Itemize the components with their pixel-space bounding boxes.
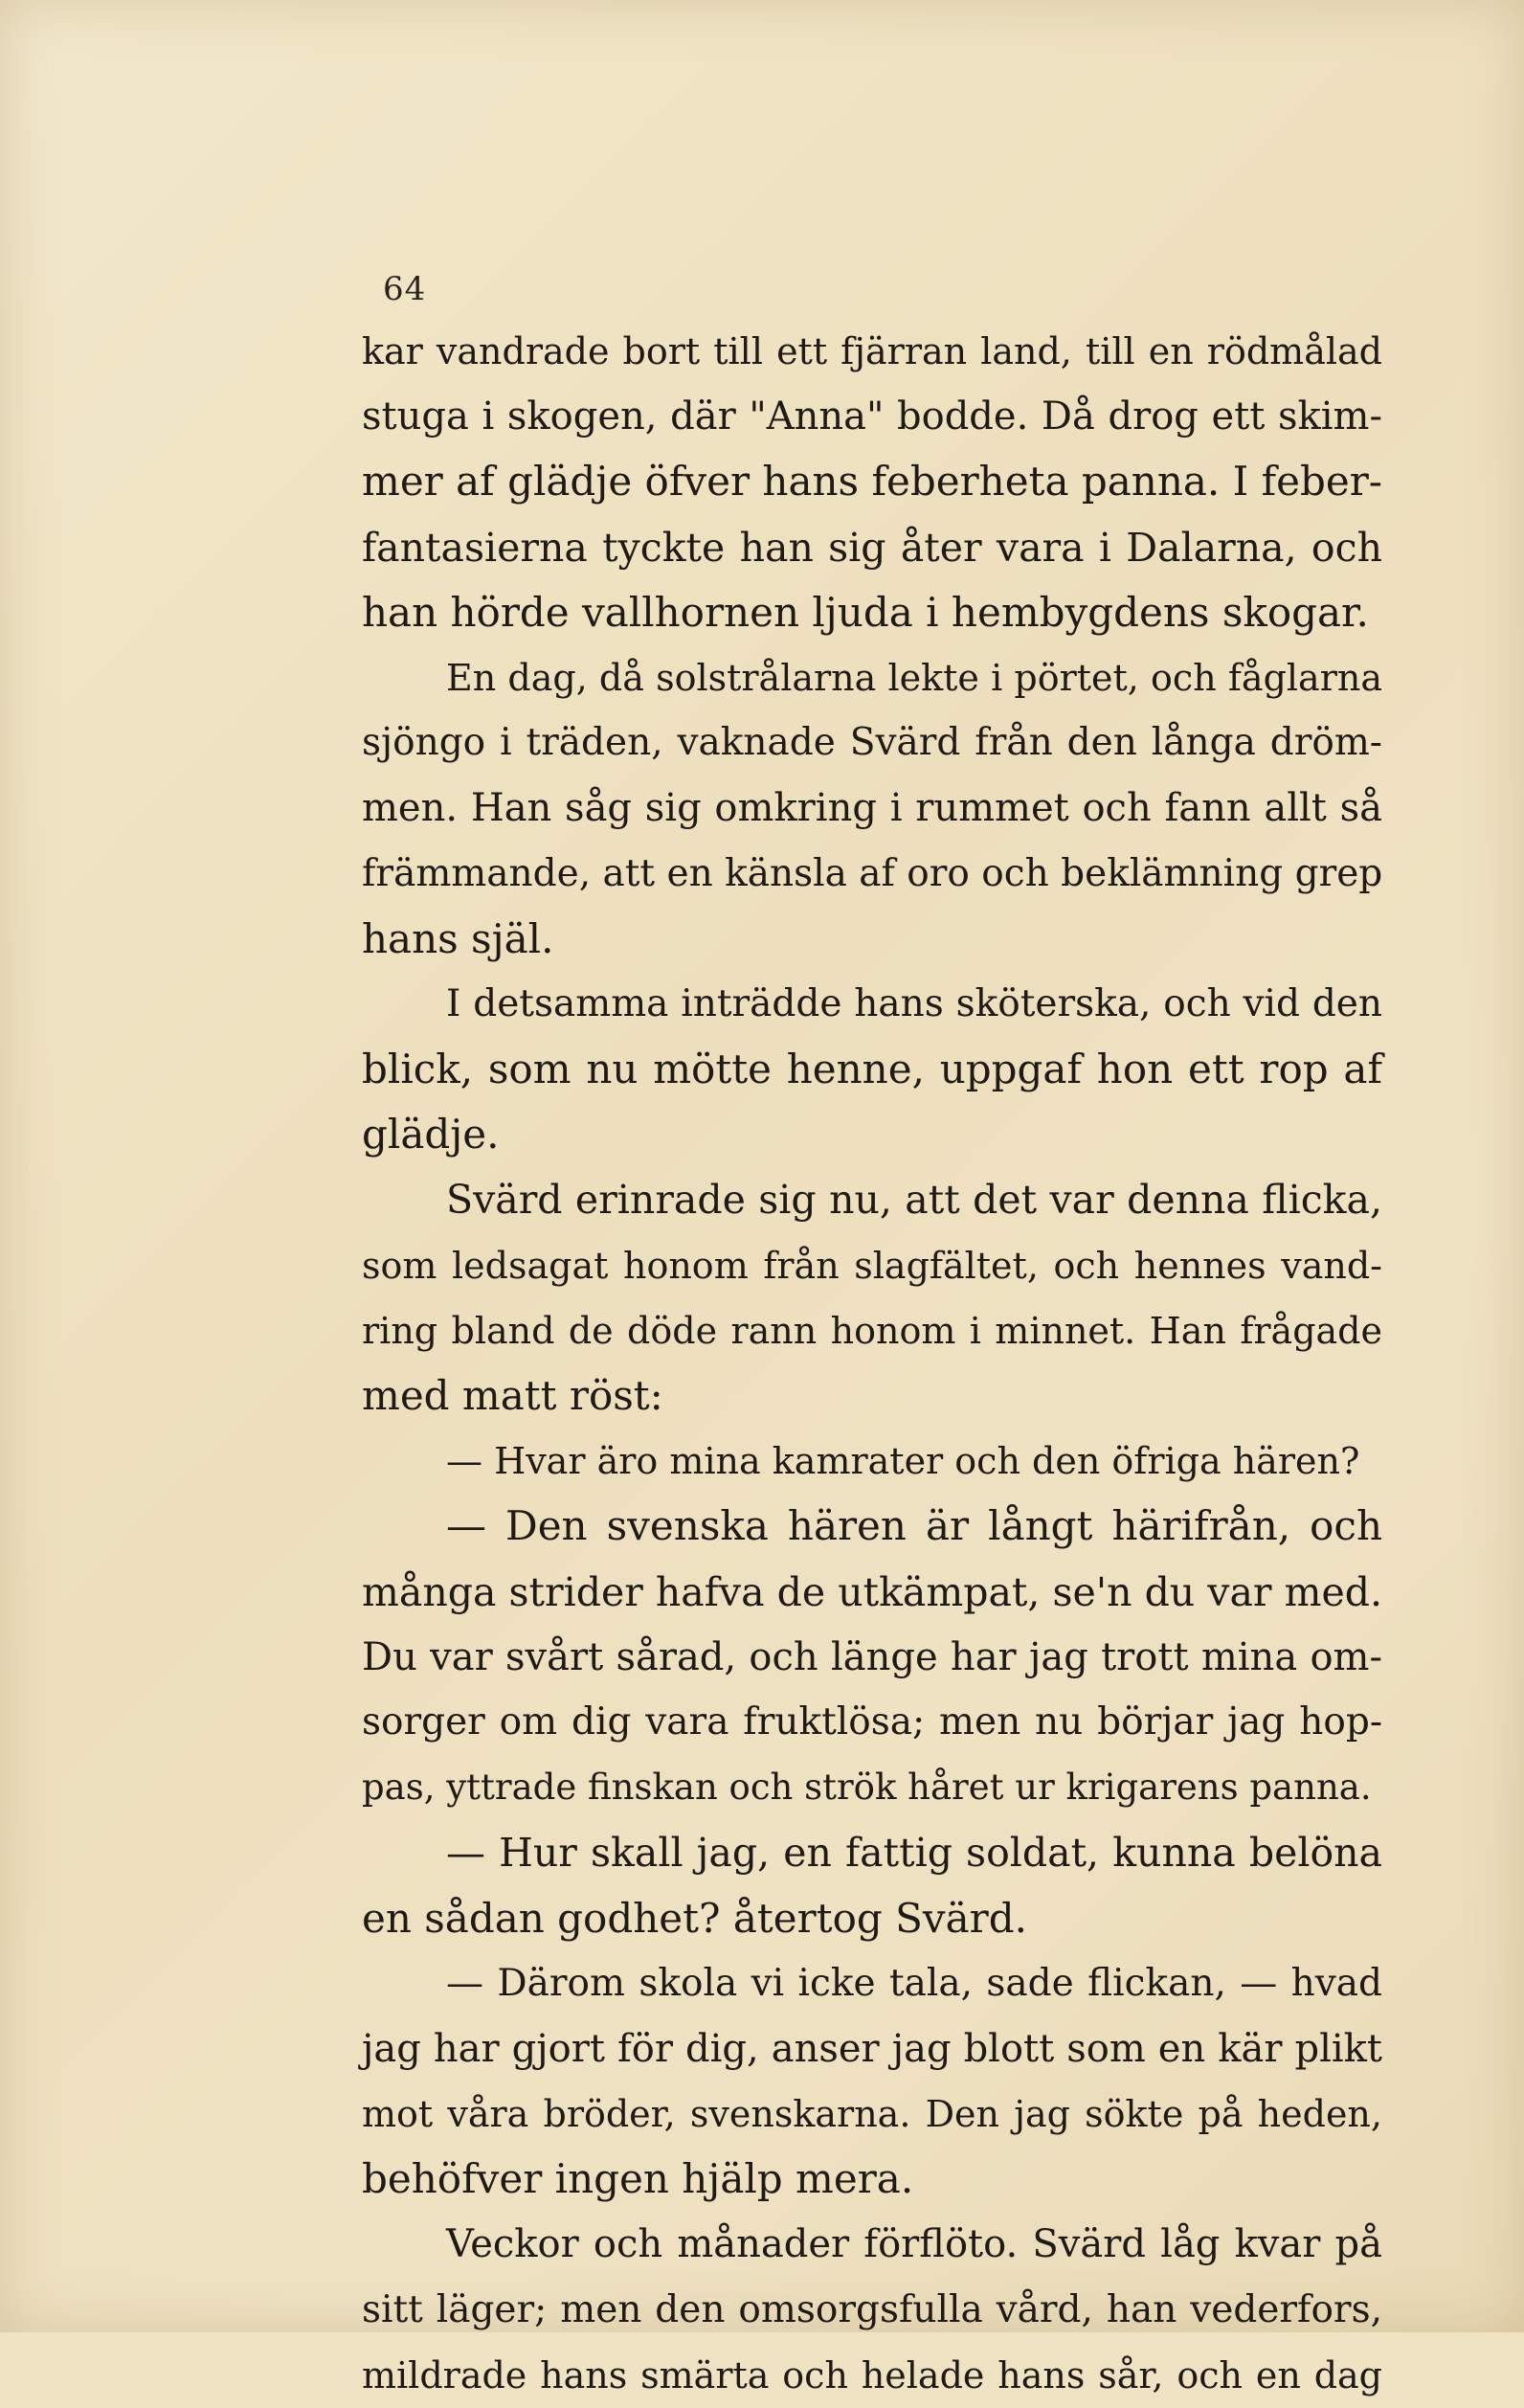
text-line: han hörde vallhornen ljuda i hembygdens skogar.	[362, 588, 1369, 636]
text-line: hans själ.	[362, 914, 554, 962]
text-line: mot våra bröder, svenskarna. Den jag sökte på heden,	[362, 2093, 1382, 2136]
text-line: jag har gjort för dig, anser jag blott som en kär plikt	[362, 2026, 1382, 2071]
text-line: I detsamma inträdde hans sköterska, och vid den	[446, 981, 1382, 1025]
text-line: pas, yttrade finskan och strök håret ur krigarens panna.	[362, 1767, 1372, 1809]
text-line: ring bland de döde rann honom i minnet. Han frågade	[362, 1309, 1382, 1352]
body-text	[362, 319, 1382, 2408]
text-line: sitt läger; men den omsorgsfulla vård, han vederfors,	[362, 2287, 1382, 2331]
text-line: Veckor och månader förflöto. Svärd låg kvar på	[446, 2222, 1382, 2267]
text-line: med matt röst:	[362, 1372, 663, 1419]
text-line: kar vandrade bort till ett fjärran land, till en rödmålad	[362, 330, 1382, 372]
text-line: behöfver ingen hjälp mera.	[362, 2155, 914, 2203]
text-line: blick, som nu mötte henne, uppgaf hon ett rop af	[362, 1046, 1382, 1093]
text-line: mer af glädje öfver hans feberheta panna. I feber-	[362, 458, 1382, 506]
text-line: stuga i skogen, där "Anna" bodde. Då drog ett skim-	[362, 394, 1382, 439]
text-line: — Den svenska hären är långt härifrån, och	[446, 1502, 1382, 1550]
text-line: — Därom skola vi icke tala, sade flickan, — hvad	[446, 1961, 1382, 2005]
text-line: Du var svårt sårad, och länge har jag trott mina om-	[362, 1634, 1382, 1679]
text-line: som ledsagat honom från slagfältet, och hennes vand-	[362, 1244, 1382, 1287]
text-line: främmande, att en känsla af oro och beklämning grep	[362, 851, 1383, 895]
text-line: men. Han såg sig omkring i rummet och fann allt så	[362, 786, 1382, 831]
text-line: — Hur skall jag, en fattig soldat, kunna belöna	[446, 1830, 1382, 1877]
page-number: 64	[383, 270, 427, 308]
text-line: en sådan godhet? återtog Svärd.	[362, 1894, 1027, 1942]
text-line: En dag, då solstrålarna lekte i pörtet, och fåglarna	[446, 656, 1382, 699]
text-line: sjöngo i träden, vaknade Svärd från den långa dröm-	[362, 721, 1382, 765]
text-line: mildrade hans smärta och helade hans sår, och en dag	[362, 2353, 1382, 2397]
text-line: fantasierna tyckte han sig åter vara i Dalarna, och	[362, 524, 1382, 571]
text-line: — Hvar äro mina kamrater och den öfriga hären?	[446, 1440, 1360, 1483]
text-line: Svärd erinrade sig nu, att det var denna flicka,	[446, 1177, 1382, 1224]
text-line: glädje.	[362, 1111, 500, 1159]
text-line: sorger om dig vara fruktlösa; men nu börjar jag hop-	[362, 1699, 1382, 1744]
text-line: många strider hafva de utkämpat, se'n du var med.	[362, 1568, 1382, 1615]
